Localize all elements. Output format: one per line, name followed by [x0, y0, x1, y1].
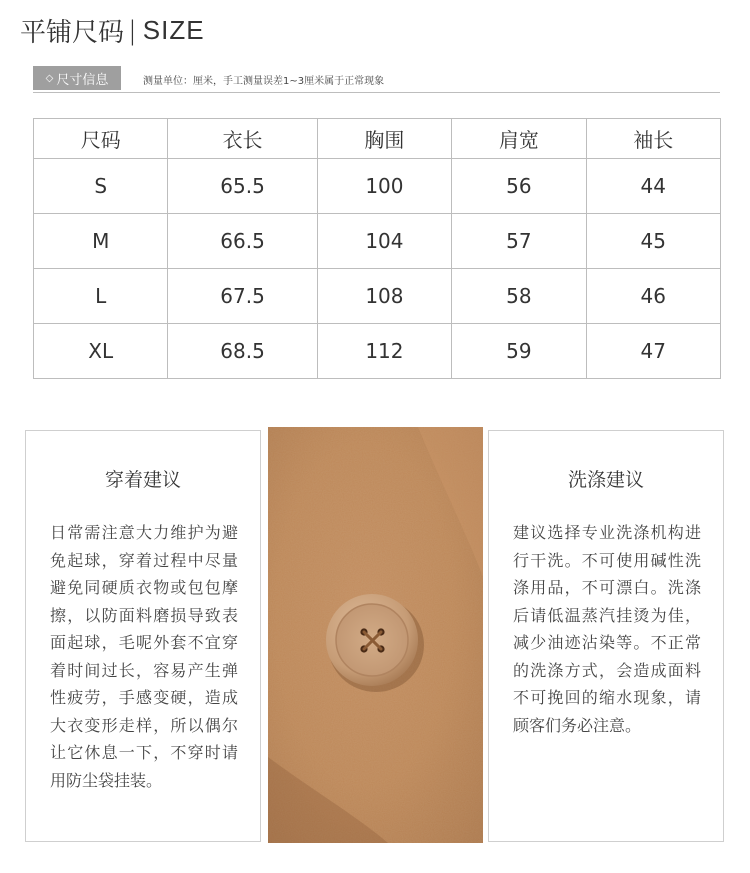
- cell-shoulder: 58: [452, 269, 586, 324]
- title-en: SIZE: [142, 15, 205, 45]
- cell-length: 67.5: [168, 269, 317, 324]
- table-row: [34, 324, 721, 379]
- wash-advice-body: 建议选择专业洗涤机构进行干洗。不可使用碱性洗涤用品，不可漂白。洗涤后请低温蒸汽挂烫为佳，减少油迹沾染等。不正常的洗涤方式，会造成面料不可挽回的缩水现象，请顾客们务必注意。: [513, 523, 701, 735]
- wear-advice-card: [25, 430, 261, 842]
- wear-advice-body: 日常需注意大力维护为避免起球，穿着过程中尽量避免同硬质衣物或包包摩擦，以防面料磨损导致表面起球，毛呢外套不宜穿着时间过长，容易产生弹性疲劳，手感变硬，造成大衣变形走样，所以偶尔让它休息一下，不穿时请用防尘袋挂装。: [50, 523, 238, 790]
- cell-bust: 104: [317, 214, 451, 269]
- cell-bust: 108: [317, 269, 451, 324]
- cell-length: 65.5: [168, 159, 317, 214]
- cell-size: M: [34, 214, 168, 269]
- header-length: 衣长: [168, 119, 317, 159]
- cell-sleeve: 47: [586, 324, 720, 379]
- header-shoulder: 肩宽: [452, 119, 586, 159]
- cell-size: L: [34, 269, 168, 324]
- cell-bust: 100: [317, 159, 451, 214]
- header-bust: 胸围: [317, 119, 451, 159]
- size-info-label: 尺寸信息: [56, 72, 109, 88]
- table-row: [34, 214, 721, 269]
- cell-shoulder: 56: [452, 159, 586, 214]
- wash-advice-card: [488, 430, 724, 842]
- measurement-note: 测量单位：厘米，手工测量误差1~3厘米属于正常现象: [143, 76, 385, 87]
- table-row: [34, 269, 721, 324]
- cell-sleeve: 46: [586, 269, 720, 324]
- title-separator: |: [128, 15, 137, 46]
- cell-shoulder: 57: [452, 214, 586, 269]
- table-header-row: [34, 119, 721, 159]
- title-cn: 平铺尺码: [20, 18, 125, 48]
- size-info-bar: [33, 66, 720, 93]
- wash-advice-title: 洗涤建议: [567, 469, 644, 491]
- diamond-icon: ◇: [45, 72, 54, 84]
- page-title: [20, 12, 205, 49]
- cell-length: 66.5: [168, 214, 317, 269]
- cell-length: 68.5: [168, 324, 317, 379]
- cell-sleeve: 45: [586, 214, 720, 269]
- header-size: 尺码: [34, 119, 168, 159]
- cell-sleeve: 44: [586, 159, 720, 214]
- cell-shoulder: 59: [452, 324, 586, 379]
- wear-advice-title: 穿着建议: [104, 469, 181, 491]
- size-table: [33, 118, 721, 379]
- cell-size: XL: [34, 324, 168, 379]
- size-info-tag: [33, 66, 121, 90]
- fabric-button-photo: [268, 427, 483, 843]
- header-sleeve: 袖长: [586, 119, 720, 159]
- cell-bust: 112: [317, 324, 451, 379]
- table-row: [34, 159, 721, 214]
- cell-size: S: [34, 159, 168, 214]
